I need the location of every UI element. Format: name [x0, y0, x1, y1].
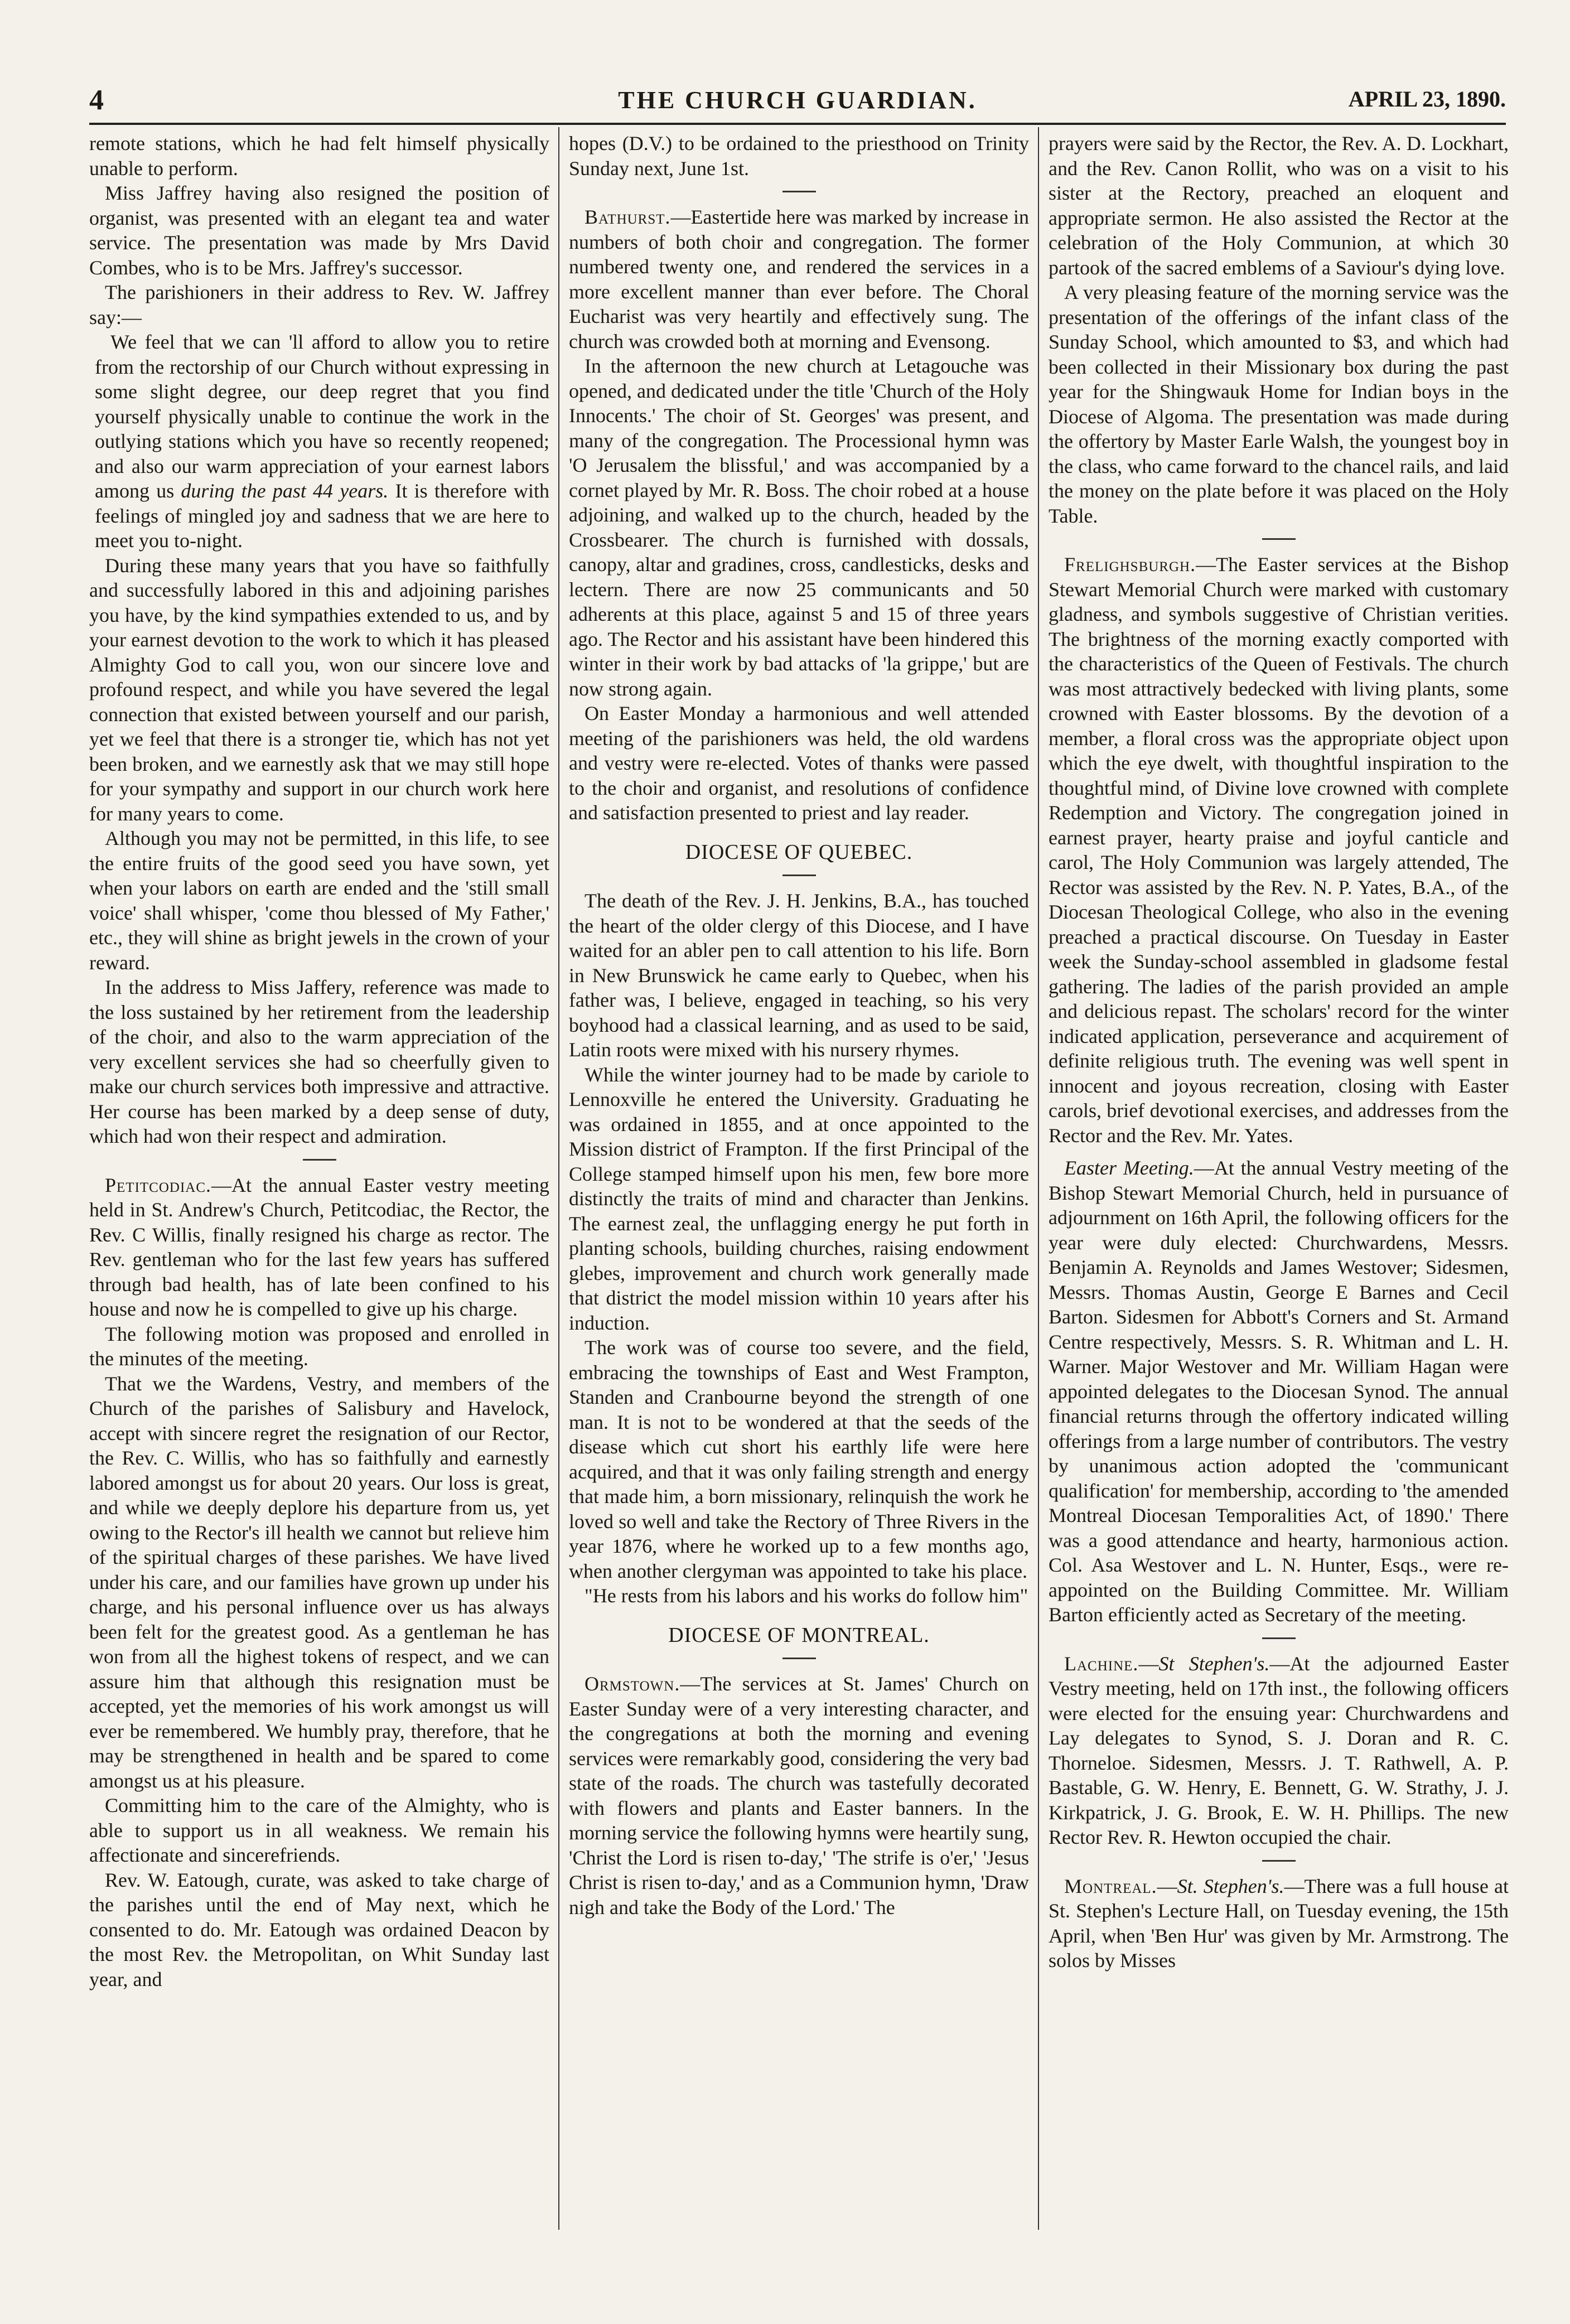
place-name: Frelighsburgh.	[1064, 553, 1196, 576]
paragraph: A very pleasing feature of the morning service was the presentation of the offerings of the infant class of the Sunday School, which amounted to $3, and which had been collected in their Missionary box during the past year for the Shingwauk Home for Indian boys in the Diocese of Algoma. The presentation was made during the offertory by Master Earle Walsh, the youngest boy in the class, who came forward to the chancel rails, and laid the money on the plate before it was placed on the Holy Table.	[1049, 281, 1509, 527]
italic-text: during the past 44 years.	[181, 480, 389, 502]
paragraph: Rev. W. Eatough, curate, was asked to take charge of the parishes until the end of May next, which he consented to do. Mr. Eatough was ordained Deacon by the most Rev. the Metropolitan, on Whit Sunday last year, and	[89, 1868, 549, 1990]
section-separator	[1262, 1860, 1296, 1862]
paragraph: In the afternoon the new church at Letagouche was opened, and dedicated under the title 'Church of the Holy Innocents.' The choir of St. Georges' was present, and many of the congregation. The Processional hymn was 'O Jerusalem the blissful,' and was accompanied by a cornet played by Mr. R. Boss. The choir robed at a house adjoining, and walked up to the church, headed by the Crossbearer. The church is furnished with dossals, canopy, altar and gradines, cross, candlesticks, desks and lectern. There are now 25 communicants and 50 adherents at this place, against 5 and 15 of three years ago. The Rector and his assistant have been hindered this winter in their work by bad attacks of 'la grippe,' but are now strong again.	[569, 355, 1029, 700]
column-2	[569, 131, 1029, 2228]
italic-lead: Easter Meeting.	[1064, 1157, 1194, 1179]
section-separator	[1262, 1637, 1296, 1639]
place-name: Bathurst.	[584, 206, 671, 228]
section-heading: DIOCESE OF QUEBEC.	[685, 840, 913, 864]
paragraph: remote stations, which he had felt himself physically unable to perform.	[89, 132, 549, 180]
news-item: Lachine.—St Stephen's.—At the adjourned Easter Vestry meeting, held on 17th inst., the following officers were elected for the ensuing year: Churchwardens and Lay delegates to Synod, S. J. Doran and R. C. Thorneloe. Sidesmen, Messrs. J. T. Rathwell, A. P. Bastable, G. W. Henry, E. Bennett, G. W. Strathy, J. J. Kirkpatrick, J. G. Brook, E. W. H. Phillips. The new Rector Rev. R. Hewton occupied the chair.	[1049, 1652, 1509, 1848]
place-name: Ormstown.	[584, 1673, 680, 1695]
paragraph: The work was of course too severe, and the field, embracing the townships of East and West Frampton, Standen and Cranbourne beyond the strength of one man. It is not to be wondered at that the seeds of the disease which cut short his earthly life were here acquired, and that it was only failing strength and energy that made him, a born missionary, relinquish the work he loved so well and take the Rectory of Three Rivers in the year 1876, where he worked up to a few months ago, when another clergyman was appointed to take his place.	[569, 1336, 1029, 1582]
section-separator	[782, 191, 816, 192]
paragraph: On Easter Monday a harmonious and well attended meeting of the parishioners was held, the old wardens and vestry were re-elected. Votes of thanks were passed to the choir and organist, and resolutions of confidence and satisfaction presented to priest and lay reader.	[569, 702, 1029, 824]
text: —The services at St. James' Church on Easter Sunday were of a very interesting character, and the congregations at both the morning and evening services were remarkably good, considering the very bad state of the roads. The church was tastefully decorated with flowers and plants and Easter banners. In the morning service the following hymns were heartily sung, 'Christ the Lord is risen to-day,' 'The strife is o'er,' 'Jesus Christ is risen to-day,' and as a Communion hymn, 'Draw nigh and take the Body of the Lord.' The	[569, 1673, 1029, 1919]
paragraph: "He rests from his labors and his works do follow him"	[584, 1584, 1028, 1607]
paragraph: The following motion was proposed and enrolled in the minutes of the meeting.	[89, 1322, 549, 1370]
newspaper-title: THE CHURCH GUARDIAN.	[618, 86, 977, 114]
header-rule	[89, 123, 1506, 125]
news-item	[1049, 1156, 1509, 1627]
italic-text: St Stephen's.	[1158, 1652, 1270, 1675]
news-item	[89, 1173, 549, 1322]
column-rule	[558, 127, 559, 2230]
paragraph: While the winter journey had to be made by cariole to Lennoxville he entered the University. Graduating he was ordained in 1855, and at once appointed to the Mission district of Frampton. If the first Principal of the College stamped himself upon his men, few bore more distinctly the traits of mind and character than Jenkins. The earnest zeal, the unflagging energy he put forth in planting schools, building churches, raising endowment glebes, improvement and church work generally made that district the model mission within 10 years after his induction.	[569, 1063, 1029, 1334]
text: —The Easter services at the Bishop Stewart Memorial Church were marked with customary gladness, and symbols suggestive of Christian verities. The brightness of the morning exactly comported with the characteristics of the Queen of Festivals. The church was most attractively bedecked with living plants, some crowned with Easter blossoms. By the devotion of a member, a floral cross was the appropriate object upon which the eye dwelt, with thoughtful inspiration to the thoughtful mind, of Divine love crowned with complete Redemption and Victory. The congregation joined in earnest prayer, hearty praise and joyful canticle and carol, The Holy Communion was largely attended, The Rector was assisted by the Rev. N. P. Yates, B.A., of the Diocesan Theological College, who also in the evening preached a practical discourse. On Tuesday in Easter week the Sunday-school assembled in gladsome festal gathering. The ladies of the parish provided an ample and delicious repast. The scholars' record for the winter indicated application, perseverance and acquirement of definite religious truth. The evening was well spent in innocent and joyous recreation, closing with Easter carols, brief devotional exercises, and addresses from the Rector and the Rev. Mr. Yates.	[1049, 553, 1509, 1147]
column-rule	[1038, 127, 1039, 2230]
paragraph: In the address to Miss Jaffery, reference was made to the loss sustained by her retirement from the leadership of the choir, and also to the warm appreciation of the very excellent services she had so cheerfully given to make our church services both impressive and attractive. Her course has been marked by a deep sense of duty, which had won their respect and admiration.	[89, 976, 549, 1147]
section-separator	[303, 1159, 336, 1161]
italic-text: St. Stephen's.	[1177, 1874, 1284, 1897]
news-item	[569, 1671, 1029, 1920]
news-item	[1049, 552, 1509, 1148]
paragraph: Although you may not be permitted, in this life, to see the entire fruits of the good seed you have sown, yet when your labors on earth are ended and the 'still small voice' shall whisper, 'come thou blessed of My Father,' etc., they will shine as bright jewels in the crown of your reward.	[89, 827, 549, 974]
place-name: Petitcodiac.	[105, 1173, 211, 1196]
paragraph: Committing him to the care of the Almighty, who is able to support us in all weakness. We remain his affectionate and sincerefriends.	[89, 1794, 549, 1866]
paragraph: The parishioners in their address to Rev. W. Jaffrey say:—	[89, 281, 549, 328]
place-name: Montreal.	[1064, 1874, 1157, 1897]
text: —At the annual Vestry meeting of the Bishop Stewart Memorial Church, held in pursuance of adjournment on 16th April, the following officers for the year were duly elected: Churchwardens, Messrs. Benjamin A. Reynolds and James Westover; Sidesmen, Messrs. Thomas Austin, George E Barnes and Cecil Barton. Sidesmen for Abbott's Corners and St. Armand Centre respectively, Messrs. S. R. Whitman and L. H. Warner. Major Westover and Mr. William Hagan were appointed delegates to the Diocesan Synod. The annual financial returns through the offertory indicated willing offerings from a large number of contributors. The vestry by unanimous action adopted the 'communicant qualification' for membership, according to 'the amended Montreal Diocesan Temporalities Act, of 1890.' There was a good attendance and hearty, harmonious action. Col. Asa Westover and L. N. Hunter, Esqs., were re-appointed on the Building Committee. Mr. William Barton efficiently acted as Secretary of the meeting.	[1049, 1157, 1509, 1626]
issue-date: APRIL 23, 1890.	[1348, 86, 1506, 112]
masthead	[89, 84, 1506, 117]
paragraph: During these many years that you have so faithfully and successfully labored in this and adjoining parishes you have, by the kind sympathies extended to us, and by your earnest devotion to the work to which it has pleased Almighty God to call you, won our sincere love and profound respect, and while you have severed the legal connection that existed between yourself and our parish, yet we feel that there is a stronger tie, which has not yet been broken, and we earnestly ask that we may still hope for your sympathy and support in our church work here for many years to come.	[89, 554, 549, 825]
paragraph: That we the Wardens, Vestry, and members of the Church of the parishes of Salisbury and Havelock, accept with sincere regret the resignation of our Rector, the Rev. C. Willis, who has so faithfully and earnestly labored amongst us for about 20 years. Our loss is great, and while we deeply deplore his departure from us, yet owing to the Rector's ill health we cannot but relieve him of the spiritual charges of these parishes. We have lived under his care, and our families have grown up under his charge, and his personal influence over us has always been felt for the greatest good. As a gentleman he has won from all the highest tokens of respect, and we can assure him that although this resignation must be accepted, yet the memories of his work amongst us will ever be remembered. We humbly pray, therefore, that he may be strengthened in health and be spared to come amongst us at his pleasure.	[89, 1372, 549, 1792]
column-1	[89, 131, 549, 2228]
text: —There was a full house at St. Stephen's Lecture Hall, on Tuesday evening, the 15th April, when 'Ben Hur' was given by Mr. Armstrong. The solos by Misses	[1049, 1874, 1509, 1972]
news-item: Montreal.—St. Stephen's.—There was a full house at St. Stephen's Lecture Hall, on Tuesday evening, the 15th April, when 'Ben Hur' was given by Mr. Armstrong. The solos by Misses	[1049, 1874, 1509, 1972]
paragraph: hopes (D.V.) to be ordained to the priesthood on Trinity Sunday next, June 1st.	[569, 132, 1029, 180]
column-3	[1049, 131, 1509, 2228]
news-item	[569, 205, 1029, 354]
place-name: Lachine.	[1064, 1652, 1139, 1675]
address-paragraph	[89, 330, 549, 553]
text: —Eastertide here was marked by increase in numbers of both choir and congregation. The former numbered twenty one, and rendered the services in a more excellent manner than ever before. The Choral Eucharist was very heartily and effectively sung. The church was crowded both at morning and Evensong.	[569, 206, 1029, 352]
paragraph: Miss Jaffrey having also resigned the position of organist, was presented with an elegant tea and water service. The presentation was made by Mrs David Combes, who is to be Mrs. Jaffrey's successor.	[89, 182, 549, 279]
section-separator	[1262, 538, 1296, 540]
text: —At the annual Easter vestry meeting held in St. Andrew's Church, Petitcodiac, the Rector, the Rev. C Willis, finally resigned his charge as rector. The Rev. gentleman who for the last few years has suffered through bad health, has of late been confined to his house and now he is compelled to give up his charge.	[89, 1173, 549, 1320]
page-number: 4	[89, 84, 104, 116]
paragraph: prayers were said by the Rector, the Rev. A. D. Lockhart, and the Rev. Canon Rollit, who was on a visit to his sister at the Rectory, preached an eloquent and appropriate sermon. He also assisted the Rector at the celebration of the Holy Communion, at which 30 partook of the sacred emblems of a Saviour's dying love.	[1049, 132, 1509, 279]
section-separator	[782, 874, 816, 876]
paragraph: The death of the Rev. J. H. Jenkins, B.A., has touched the heart of the older clergy of this Diocese, and I have waited for an abler pen to call attention to his life. Born in New Brunswick he came early to Quebec, when his father was, I believe, engaged in teaching, so his very boyhood had a classical learning, and as used to be said, Latin roots were mixed with his nursery rhymes.	[569, 890, 1029, 1061]
text: We feel that we can 'll afford to allow you to retire from the rectorship of our Church without expressing in some slight degree, our deep regret that you find yourself physically unable to continue the work in the outlying stations which you have so recently reopened; and also our warm appreciation of your earnest labors among us	[95, 331, 549, 502]
text: It is therefore with feelings of mingled joy and sadness that we are here to meet you to-night.	[95, 480, 549, 552]
text: —At the adjourned Easter Vestry meeting, held on 17th inst., the following officers were elected for the ensuing year: Churchwardens and Lay delegates to Synod, S. J. Doran and R. C. Thorneloe. Sidesmen, Messrs. J. T. Rathwell, A. P. Bastable, G. W. Henry, E. Bennett, G. W. Strathy, J. J. Kirkpatrick, J. G. Brook, E. W. H. Phillips. The new Rector Rev. R. Hewton occupied the chair.	[1049, 1652, 1509, 1848]
section-separator	[782, 1658, 816, 1659]
section-heading: DIOCESE OF MONTREAL.	[668, 1623, 930, 1647]
